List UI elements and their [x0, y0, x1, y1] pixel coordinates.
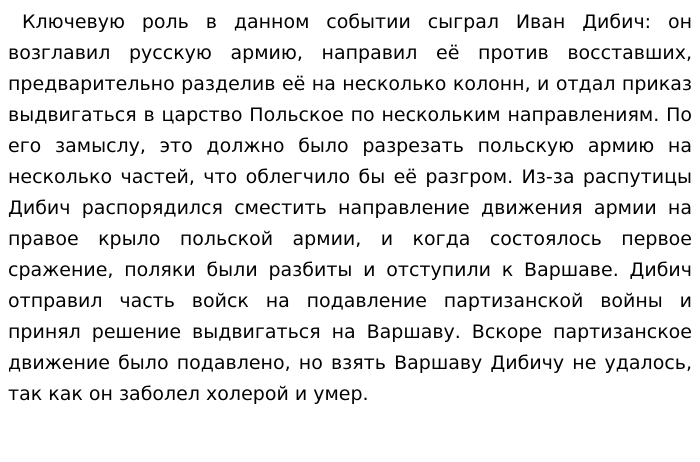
document-body — [8, 7, 692, 410]
paragraph-text: Ключевую роль в данном событии сыграл Иван Дибич: он возглавил русскую армию, направил её против восставших, предварительно разделив её на несколько колонн, и отдал приказ выдвигаться в царство Польское по нескольким направлениям. По его замыслу, это должно было разрезать польскую армию на несколько частей, что облегчило бы её разгром. Из-за распутицы Дибич распорядился сместить направление движения армии на правое крыло польской армии, и когда состоялось первое сражение, поляки были разбиты и отступили к Варшаве. Дибич отправил часть войск на подавление партизанской войны и принял решение выдвигаться на Варшаву. Вскоре партизанское движение было подавлено, но взять Варшаву Дибичу не удалось, так как он заболел холерой и умер. — [8, 11, 692, 405]
